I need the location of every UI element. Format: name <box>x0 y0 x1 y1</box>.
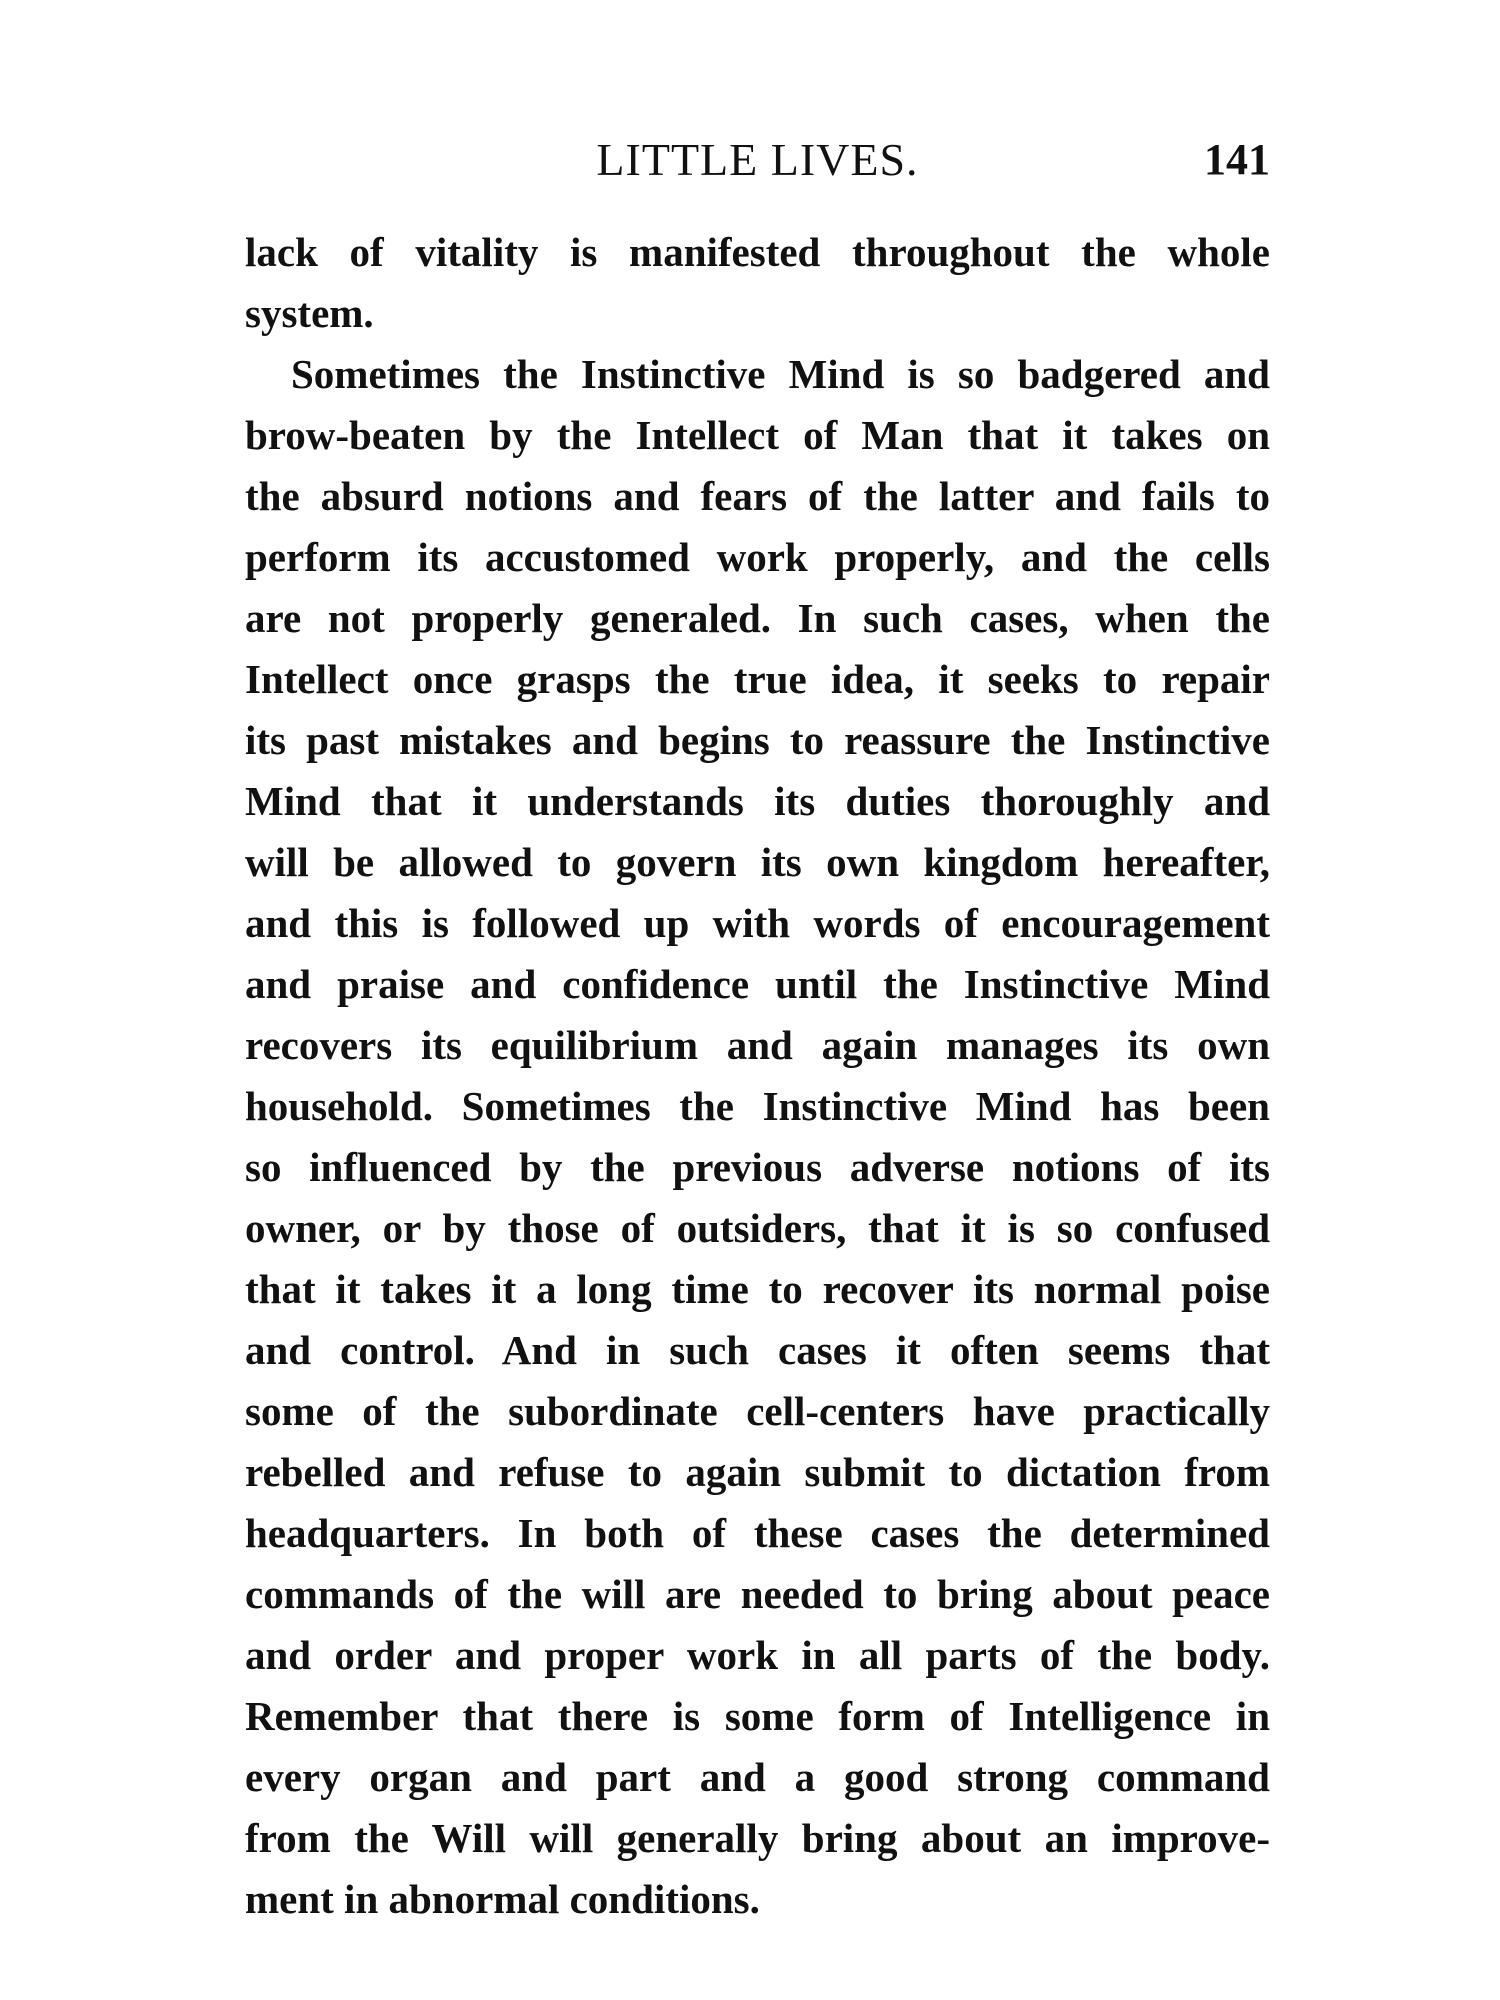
text-line: so influenced by the previous adverse notions of its <box>245 1144 1270 1190</box>
text-line: system. <box>245 290 374 336</box>
text-line: every organ and part and a good strong command <box>245 1754 1270 1800</box>
text-line: and control. And in such cases it often seems that <box>245 1327 1270 1373</box>
text-line: the absurd notions and fears of the latter and fails to <box>245 473 1270 519</box>
text-line: Remember that there is some form of Intelligence in <box>245 1693 1270 1739</box>
text-line: are not properly generaled. In such cases, when the <box>245 595 1270 641</box>
text-line: perform its accustomed work properly, and the cells <box>245 534 1270 580</box>
text-line: Mind that it understands its duties thoroughly and <box>245 778 1270 824</box>
text-line: will be allowed to govern its own kingdom hereafter, <box>245 839 1270 885</box>
page-number: 141 <box>1204 135 1270 184</box>
running-title: LITTLE LIVES. <box>596 134 919 185</box>
text-line: recovers its equilibrium and again manages its own <box>245 1022 1270 1068</box>
text-line: brow-beaten by the Intellect of Man that it takes on <box>245 412 1270 458</box>
text-line: household. Sometimes the Instinctive Mind has been <box>245 1083 1270 1129</box>
text-line: Intellect once grasps the true idea, it seeks to repair <box>245 656 1270 702</box>
text-line: ment in abnormal conditions. <box>245 1876 760 1922</box>
text-line: owner, or by those of outsiders, that it is so confused <box>245 1205 1270 1251</box>
body-text <box>245 222 1270 1930</box>
text-line: that it takes it a long time to recover its normal poise <box>245 1266 1270 1312</box>
text-line: from the Will will generally bring about an improve- <box>245 1815 1270 1861</box>
text-line: lack of vitality is manifested throughout the whole <box>245 229 1270 275</box>
running-head <box>245 130 1270 190</box>
text-line: and order and proper work in all parts of the body. <box>245 1632 1270 1678</box>
text-line: and praise and confidence until the Instinctive Mind <box>245 961 1270 1007</box>
text-line: its past mistakes and begins to reassure the Instinctive <box>245 717 1270 763</box>
text-line: some of the subordinate cell-centers have practically <box>245 1388 1270 1434</box>
text-line: commands of the will are needed to bring about peace <box>245 1571 1270 1617</box>
text-line: and this is followed up with words of encouragement <box>245 900 1270 946</box>
text-line: rebelled and refuse to again submit to dictation from <box>245 1449 1270 1495</box>
text-line: headquarters. In both of these cases the determined <box>245 1510 1270 1556</box>
text-line: Sometimes the Instinctive Mind is so badgered and <box>291 351 1270 397</box>
